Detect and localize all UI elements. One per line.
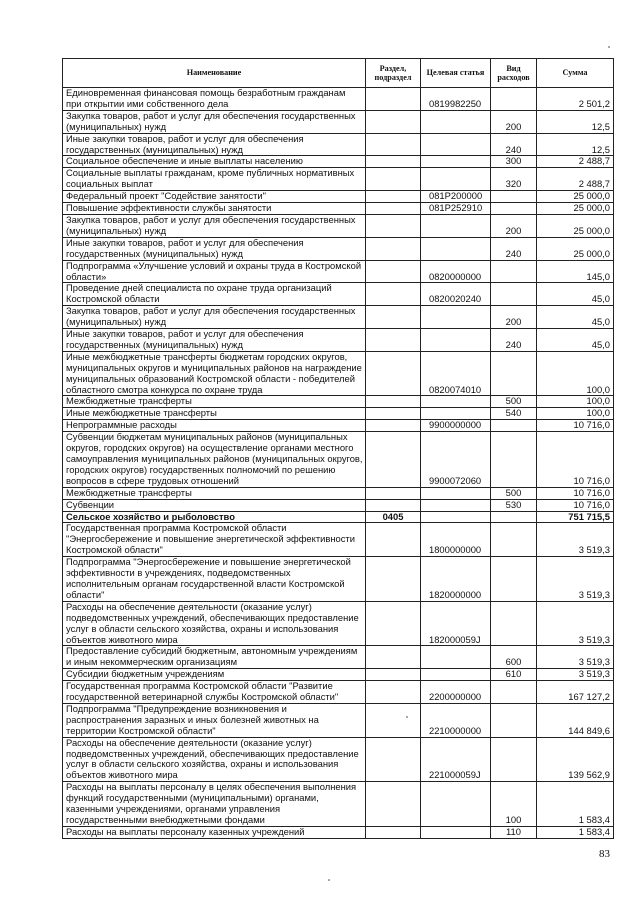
- cell-section: [366, 306, 421, 329]
- cell-name: Закупка товаров, работ и услуг для обеспечения государственных (муниципальных) нужд: [63, 306, 366, 329]
- cell-target: [421, 782, 491, 827]
- cell-type: [491, 432, 537, 488]
- cell-section: [366, 396, 421, 408]
- cell-sum: 12,5: [537, 110, 614, 133]
- cell-sum: 25 000,0: [537, 237, 614, 260]
- cell-type: [491, 260, 537, 283]
- cell-type: [491, 681, 537, 704]
- cell-name: Социальные выплаты гражданам, кроме публичных нормативных социальных выплат: [63, 168, 366, 191]
- cell-name: Федеральный проект "Содействие занятости": [63, 191, 366, 203]
- cell-type: [491, 351, 537, 396]
- table-row: [63, 396, 614, 408]
- cell-type: 240: [491, 329, 537, 352]
- cell-section: [366, 351, 421, 396]
- cell-type: 200: [491, 110, 537, 133]
- scan-speck: [328, 879, 330, 881]
- cell-sum: 10 716,0: [537, 499, 614, 511]
- cell-section: [366, 237, 421, 260]
- cell-name: Повышение эффективности службы занятости: [63, 203, 366, 215]
- cell-type: 300: [491, 156, 537, 168]
- cell-type: [491, 737, 537, 782]
- cell-section: [366, 260, 421, 283]
- cell-type: 500: [491, 487, 537, 499]
- table-row: [63, 260, 614, 283]
- cell-sum: 45,0: [537, 283, 614, 306]
- table-row: [63, 351, 614, 396]
- cell-section: [366, 191, 421, 203]
- table-row: [63, 601, 614, 646]
- cell-section: [366, 487, 421, 499]
- table-row: [63, 329, 614, 352]
- cell-type: 500: [491, 396, 537, 408]
- cell-section: [366, 110, 421, 133]
- cell-section: [366, 329, 421, 352]
- cell-target: [421, 396, 491, 408]
- cell-section: [366, 133, 421, 156]
- cell-target: [421, 511, 491, 523]
- cell-section: [366, 214, 421, 237]
- cell-type: 110: [491, 826, 537, 838]
- cell-sum: 167 127,2: [537, 681, 614, 704]
- cell-type: 200: [491, 214, 537, 237]
- table-row: [63, 237, 614, 260]
- header-name: Наименование: [63, 59, 366, 88]
- cell-section: [366, 782, 421, 827]
- table-row: [63, 669, 614, 681]
- cell-type: [491, 703, 537, 737]
- cell-name: Расходы на выплаты персоналу казенных учреждений: [63, 826, 366, 838]
- table-row: [63, 156, 614, 168]
- cell-type: [491, 511, 537, 523]
- table-row: [63, 826, 614, 838]
- cell-sum: 3 519,3: [537, 646, 614, 669]
- cell-name: Межбюджетные трансферты: [63, 396, 366, 408]
- cell-name: Закупка товаров, работ и услуг для обеспечения государственных (муниципальных) нужд: [63, 110, 366, 133]
- cell-sum: 10 716,0: [537, 487, 614, 499]
- cell-sum: 45,0: [537, 306, 614, 329]
- cell-type: [491, 283, 537, 306]
- cell-target: [421, 408, 491, 420]
- table-body: [63, 88, 614, 839]
- cell-sum: 2 488,7: [537, 156, 614, 168]
- cell-target: [421, 237, 491, 260]
- table-row: [63, 487, 614, 499]
- header-sum: Сумма: [537, 59, 614, 88]
- cell-name: Иные межбюджетные трансферты бюджетам городских округов, муниципальных округов и муниципальных районов на награждение муниципальных образований Костромской области - победителей областного смотра конкурса по охране труда: [63, 351, 366, 396]
- cell-sum: 10 716,0: [537, 432, 614, 488]
- cell-type: [491, 88, 537, 111]
- cell-name: Расходы на выплаты персоналу в целях обеспечения выполнения функций государственными (муниципальными) органами, казенными учреждениями, органами управления государственными внебюджетными фондами: [63, 782, 366, 827]
- cell-type: [491, 523, 537, 557]
- header-type: Вид расходов: [491, 59, 537, 88]
- table-row: [63, 283, 614, 306]
- table-row: [63, 681, 614, 704]
- cell-sum: 144 849,6: [537, 703, 614, 737]
- cell-type: [491, 191, 537, 203]
- cell-target: 9900072060: [421, 432, 491, 488]
- cell-target: [421, 306, 491, 329]
- cell-sum: 1 583,4: [537, 826, 614, 838]
- table-row: [63, 191, 614, 203]
- table-row: [63, 168, 614, 191]
- table-header-row: [63, 59, 614, 88]
- cell-section: [366, 156, 421, 168]
- cell-name: Подпрограмма «Улучшение условий и охраны труда в Костромской области»: [63, 260, 366, 283]
- cell-name: Предоставление субсидий бюджетным, автономным учреждениям и иным некоммерческим организациям: [63, 646, 366, 669]
- cell-target: [421, 214, 491, 237]
- cell-target: [421, 646, 491, 669]
- cell-target: 0819982250: [421, 88, 491, 111]
- cell-name: Расходы на обеспечение деятельности (оказание услуг) подведомственных учреждений, обеспечивающих предоставление услуг в области сельского хозяйства, охраны и использования объектов животного мира: [63, 601, 366, 646]
- table-row: [63, 703, 614, 737]
- cell-section: [366, 826, 421, 838]
- cell-section: [366, 737, 421, 782]
- cell-section: [366, 646, 421, 669]
- scan-speck: [608, 46, 610, 48]
- cell-type: 100: [491, 782, 537, 827]
- cell-section: [366, 601, 421, 646]
- cell-name: Субсидии бюджетным учреждениям: [63, 669, 366, 681]
- cell-name: Иные закупки товаров, работ и услуг для обеспечения государственных (муниципальных) нужд: [63, 133, 366, 156]
- table-row: [63, 499, 614, 511]
- table-row: [63, 557, 614, 602]
- cell-name: Государственная программа Костромской области "Энергосбережение и повышение энергетической эффективности Костромской области": [63, 523, 366, 557]
- cell-target: 9900000000: [421, 420, 491, 432]
- cell-sum: 3 519,3: [537, 669, 614, 681]
- cell-name: Субвенции: [63, 499, 366, 511]
- cell-section: [366, 499, 421, 511]
- cell-sum: 12,5: [537, 133, 614, 156]
- cell-sum: 3 519,3: [537, 523, 614, 557]
- table-row: [63, 420, 614, 432]
- cell-sum: 3 519,3: [537, 601, 614, 646]
- cell-section: [366, 669, 421, 681]
- cell-name: Непрограммные расходы: [63, 420, 366, 432]
- cell-type: [491, 420, 537, 432]
- cell-name: Единовременная финансовая помощь безработным гражданам при открытии ими собственного дела: [63, 88, 366, 111]
- cell-section: [366, 681, 421, 704]
- cell-target: [421, 826, 491, 838]
- table-row: [63, 88, 614, 111]
- table-row: [63, 782, 614, 827]
- cell-section: [366, 283, 421, 306]
- cell-sum: 25 000,0: [537, 203, 614, 215]
- cell-section: [366, 703, 421, 737]
- cell-target: 2200000000: [421, 681, 491, 704]
- cell-type: 540: [491, 408, 537, 420]
- cell-target: 1820000000: [421, 557, 491, 602]
- cell-type: 200: [491, 306, 537, 329]
- cell-sum: 100,0: [537, 396, 614, 408]
- cell-name: Проведение дней специалиста по охране труда организаций Костромской области: [63, 283, 366, 306]
- cell-section: [366, 420, 421, 432]
- cell-target: [421, 329, 491, 352]
- cell-name: Закупка товаров, работ и услуг для обеспечения государственных (муниципальных) нужд: [63, 214, 366, 237]
- cell-name: Иные межбюджетные трансферты: [63, 408, 366, 420]
- table-row: [63, 214, 614, 237]
- table-row: [63, 133, 614, 156]
- cell-target: 081P252910: [421, 203, 491, 215]
- cell-target: 0820020240: [421, 283, 491, 306]
- cell-sum: 139 562,9: [537, 737, 614, 782]
- page-number: 83: [599, 848, 610, 860]
- cell-name: Иные закупки товаров, работ и услуг для обеспечения государственных (муниципальных) нужд: [63, 329, 366, 352]
- cell-section: [366, 557, 421, 602]
- scan-speck: [406, 716, 408, 718]
- cell-name: Государственная программа Костромской области "Развитие государственной ветеринарной службы Костромской области": [63, 681, 366, 704]
- cell-target: 182000059J: [421, 601, 491, 646]
- cell-sum: 100,0: [537, 408, 614, 420]
- table-row: [63, 646, 614, 669]
- cell-name: Подпрограмма "Предупреждение возникновения и распространения заразных и иных болезней животных на территории Костромской области": [63, 703, 366, 737]
- cell-target: 081P200000: [421, 191, 491, 203]
- table-row: [63, 511, 614, 523]
- cell-target: [421, 110, 491, 133]
- table-row: [63, 306, 614, 329]
- cell-sum: 25 000,0: [537, 214, 614, 237]
- table-row: [63, 408, 614, 420]
- cell-sum: 2 501,2: [537, 88, 614, 111]
- cell-type: [491, 203, 537, 215]
- cell-section: [366, 408, 421, 420]
- table-row: [63, 203, 614, 215]
- cell-sum: 1 583,4: [537, 782, 614, 827]
- budget-table: [62, 58, 614, 839]
- cell-name: Субвенции бюджетам муниципальных районов (муниципальных округов, городских округов) на осуществление органами местного самоуправления муниципальных районов (муниципальных округов, городских округов) государственных полномочий по решению вопросов в сфере трудовых отношений: [63, 432, 366, 488]
- header-target: Целевая статья: [421, 59, 491, 88]
- cell-section: [366, 88, 421, 111]
- cell-target: 0820074010: [421, 351, 491, 396]
- cell-target: 0820000000: [421, 260, 491, 283]
- cell-section: [366, 203, 421, 215]
- cell-target: 1800000000: [421, 523, 491, 557]
- cell-name: Сельское хозяйство и рыболовство: [63, 511, 366, 523]
- cell-target: [421, 133, 491, 156]
- cell-section: [366, 523, 421, 557]
- cell-target: [421, 156, 491, 168]
- cell-type: 320: [491, 168, 537, 191]
- table-row: [63, 110, 614, 133]
- header-section: Раздел, подраздел: [366, 59, 421, 88]
- cell-type: 600: [491, 646, 537, 669]
- cell-sum: 100,0: [537, 351, 614, 396]
- cell-section: [366, 432, 421, 488]
- cell-target: 221000059J: [421, 737, 491, 782]
- cell-name: Социальное обеспечение и иные выплаты населению: [63, 156, 366, 168]
- cell-target: [421, 168, 491, 191]
- table-row: [63, 432, 614, 488]
- cell-sum: 751 715,5: [537, 511, 614, 523]
- cell-name: Подпрограмма "Энергосбережение и повышение энергетической эффективности в учреждениях, подведомственных исполнительным органам государственной власти Костромской области": [63, 557, 366, 602]
- cell-sum: 145,0: [537, 260, 614, 283]
- cell-type: 530: [491, 499, 537, 511]
- cell-target: [421, 487, 491, 499]
- cell-sum: 10 716,0: [537, 420, 614, 432]
- cell-type: 240: [491, 237, 537, 260]
- cell-type: 610: [491, 669, 537, 681]
- cell-section: [366, 168, 421, 191]
- cell-sum: 3 519,3: [537, 557, 614, 602]
- cell-sum: 45,0: [537, 329, 614, 352]
- cell-sum: 2 488,7: [537, 168, 614, 191]
- cell-type: [491, 601, 537, 646]
- table-row: [63, 523, 614, 557]
- cell-type: 240: [491, 133, 537, 156]
- cell-name: Иные закупки товаров, работ и услуг для обеспечения государственных (муниципальных) нужд: [63, 237, 366, 260]
- cell-target: [421, 499, 491, 511]
- cell-name: Расходы на обеспечение деятельности (оказание услуг) подведомственных учреждений, обеспечивающих предоставление услуг в области сельского хозяйства, охраны и использования объектов животного мира: [63, 737, 366, 782]
- cell-section: 0405: [366, 511, 421, 523]
- cell-name: Межбюджетные трансферты: [63, 487, 366, 499]
- cell-type: [491, 557, 537, 602]
- cell-sum: 25 000,0: [537, 191, 614, 203]
- table-row: [63, 737, 614, 782]
- cell-target: [421, 669, 491, 681]
- cell-target: 2210000000: [421, 703, 491, 737]
